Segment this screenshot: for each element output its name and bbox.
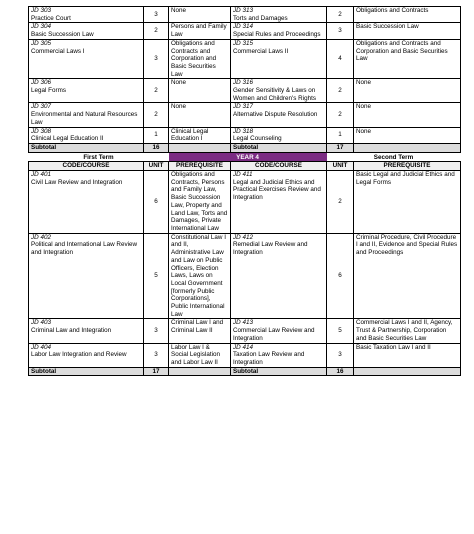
course-row bbox=[29, 233, 461, 319]
course-units: 3 bbox=[154, 10, 158, 18]
course-code: JD 307 bbox=[31, 103, 51, 111]
course-code: JD 317 bbox=[233, 103, 253, 111]
course-row bbox=[29, 319, 461, 343]
course-prerequisite: Criminal Law I and Criminal Law II bbox=[171, 319, 224, 335]
course-title: Political and International Law Review and Integration bbox=[31, 241, 138, 257]
course-prerequisite: Criminal Procedure, Civil Procedure I and II, Evidence and Special Rules and Proceedings bbox=[356, 233, 458, 257]
course-units: 2 bbox=[338, 198, 342, 206]
course-code: JD 308 bbox=[31, 127, 51, 135]
course-title: Alternative Dispute Resolution bbox=[233, 111, 318, 119]
course-row bbox=[29, 103, 461, 127]
course-title: Labor Law Integration and Review bbox=[31, 351, 127, 359]
course-title: Commercial Laws I bbox=[31, 47, 85, 55]
course-units: 5 bbox=[154, 272, 158, 280]
year4-rows bbox=[29, 171, 461, 368]
course-code: JD 306 bbox=[31, 79, 51, 87]
second-term-label: Second Term bbox=[373, 153, 414, 161]
course-title: Environmental and Natural Resources Law bbox=[31, 111, 138, 126]
course-title: Clinical Legal Education II bbox=[31, 135, 104, 143]
course-prerequisite: Persons and Family Law bbox=[171, 23, 227, 39]
subtotal-label: Subtotal bbox=[231, 143, 327, 152]
course-code: JD 403 bbox=[31, 319, 51, 327]
course-prerequisite: Labor Law I & Social Legislation and Labor Law II bbox=[171, 343, 221, 366]
course-units: 1 bbox=[338, 131, 342, 139]
header-unit: UNIT bbox=[327, 162, 354, 171]
course-units: 3 bbox=[338, 351, 342, 359]
course-code: JD 412 bbox=[233, 233, 253, 241]
course-prerequisite: Basic Legal and Judicial Ethics and Legal Forms bbox=[356, 171, 455, 186]
course-code: JD 413 bbox=[233, 319, 253, 327]
course-prerequisite: None bbox=[356, 127, 372, 135]
course-row bbox=[29, 343, 461, 367]
course-units: 2 bbox=[338, 87, 342, 95]
course-row bbox=[29, 127, 461, 143]
course-code: JD 404 bbox=[31, 343, 51, 351]
header-code: CODE/COURSE bbox=[29, 162, 144, 171]
year-label: YEAR 4 bbox=[169, 152, 327, 162]
course-title: Basic Succession Law bbox=[31, 31, 94, 39]
course-code: JD 411 bbox=[233, 171, 253, 179]
course-code: JD 318 bbox=[233, 127, 253, 135]
course-title: Civil Law Review and Integration bbox=[31, 178, 123, 186]
course-title: Taxation Law Review and Integration bbox=[233, 351, 305, 366]
term-bar bbox=[29, 152, 461, 162]
course-title: Practice Court bbox=[31, 14, 71, 22]
course-prerequisite: Basic Succession Law bbox=[356, 23, 419, 31]
subtotal-units: 17 bbox=[327, 143, 354, 152]
course-title: Commercial Law Review and Integration bbox=[233, 327, 315, 342]
header-prereq: PREREQUISITE bbox=[354, 162, 461, 171]
course-prerequisite: Obligations and Contracts bbox=[356, 7, 429, 14]
course-code: JD 316 bbox=[233, 79, 253, 87]
course-prerequisite: Obligations and Contracts and Corporation and Basic Securities Law bbox=[171, 39, 217, 78]
course-units: 3 bbox=[154, 55, 158, 63]
course-units: 2 bbox=[154, 111, 158, 119]
course-units: 5 bbox=[338, 327, 342, 335]
header-code: CODE/COURSE bbox=[231, 162, 327, 171]
course-title: Legal and Judicial Ethics and Practical Exercises Review and Integration bbox=[233, 178, 321, 202]
subtotal-units: 16 bbox=[144, 143, 169, 152]
course-title: Criminal Law and Integration bbox=[31, 327, 112, 335]
subtotal-label: Subtotal bbox=[29, 367, 144, 376]
course-units: 2 bbox=[154, 27, 158, 35]
year3-subtotal-row bbox=[29, 143, 461, 152]
course-units: 3 bbox=[338, 27, 342, 35]
course-code: JD 315 bbox=[233, 39, 253, 47]
course-code: JD 305 bbox=[31, 39, 51, 47]
course-code: JD 303 bbox=[31, 7, 51, 14]
course-prerequisite: Clinical Legal Education I bbox=[171, 127, 209, 143]
course-prerequisite: None bbox=[171, 79, 187, 87]
course-code: JD 304 bbox=[31, 23, 51, 31]
course-table bbox=[28, 6, 461, 376]
course-row bbox=[29, 171, 461, 234]
course-code: JD 414 bbox=[233, 343, 253, 351]
course-prerequisite: Obligations and Contracts and Corporation and Basic Securities Law bbox=[356, 39, 448, 63]
header-prereq: PREREQUISITE bbox=[169, 162, 231, 171]
column-header-row bbox=[29, 162, 461, 171]
header-unit: UNIT bbox=[144, 162, 169, 171]
course-prerequisite: None bbox=[171, 7, 187, 14]
year3-rows bbox=[29, 7, 461, 144]
course-title: Torts and Damages bbox=[233, 14, 288, 22]
course-units: 4 bbox=[338, 55, 342, 63]
course-title: Legal Forms bbox=[31, 87, 66, 95]
course-prerequisite: Commercial Laws I and II, Agency, Trust & Partnership, Corporation and Basic Securities Law bbox=[356, 319, 453, 342]
course-row bbox=[29, 39, 461, 79]
course-code: JD 401 bbox=[31, 171, 51, 179]
subtotal-units: 17 bbox=[144, 367, 169, 376]
course-title: Gender Sensitivity & Laws on Women and Children's Rights bbox=[233, 87, 316, 102]
course-units: 2 bbox=[338, 111, 342, 119]
course-code: JD 314 bbox=[233, 23, 253, 31]
curriculum-table bbox=[28, 6, 460, 376]
course-code: JD 402 bbox=[31, 233, 51, 241]
course-title: Special Rules and Proceedings bbox=[233, 31, 321, 39]
course-prerequisite: Obligations and Contracts, Persons and Family Law, Basic Succession Law, Property and Land Law, Torts and Damages, Private International Law bbox=[171, 171, 228, 232]
course-units: 2 bbox=[154, 87, 158, 95]
course-code: JD 313 bbox=[233, 7, 253, 14]
course-row bbox=[29, 79, 461, 103]
course-row bbox=[29, 23, 461, 39]
course-units: 1 bbox=[154, 131, 158, 139]
course-row bbox=[29, 7, 461, 23]
course-prerequisite: None bbox=[356, 79, 372, 87]
subtotal-label: Subtotal bbox=[29, 143, 144, 152]
course-units: 3 bbox=[154, 327, 158, 335]
course-title: Legal Counseling bbox=[233, 135, 282, 143]
course-prerequisite: None bbox=[356, 103, 372, 111]
year4-subtotal-row bbox=[29, 367, 461, 376]
course-title: Commercial Laws II bbox=[233, 47, 289, 55]
subtotal-label: Subtotal bbox=[231, 367, 327, 376]
course-units: 3 bbox=[154, 351, 158, 359]
course-units: 6 bbox=[338, 272, 342, 280]
course-units: 2 bbox=[338, 10, 342, 18]
subtotal-units: 16 bbox=[327, 367, 354, 376]
first-term-label: First Term bbox=[83, 153, 114, 161]
course-prerequisite: Basic Taxation Law I and II bbox=[356, 343, 431, 351]
course-prerequisite: Constitutional Law I and II, Administrative Law and Law on Public Officers, Election Laws, Laws on Local Government [formerly Public Corporations], Public International Law bbox=[171, 233, 226, 318]
course-prerequisite: None bbox=[171, 103, 187, 111]
course-title: Remedial Law Review and Integration bbox=[233, 241, 308, 257]
course-units: 6 bbox=[154, 198, 158, 206]
